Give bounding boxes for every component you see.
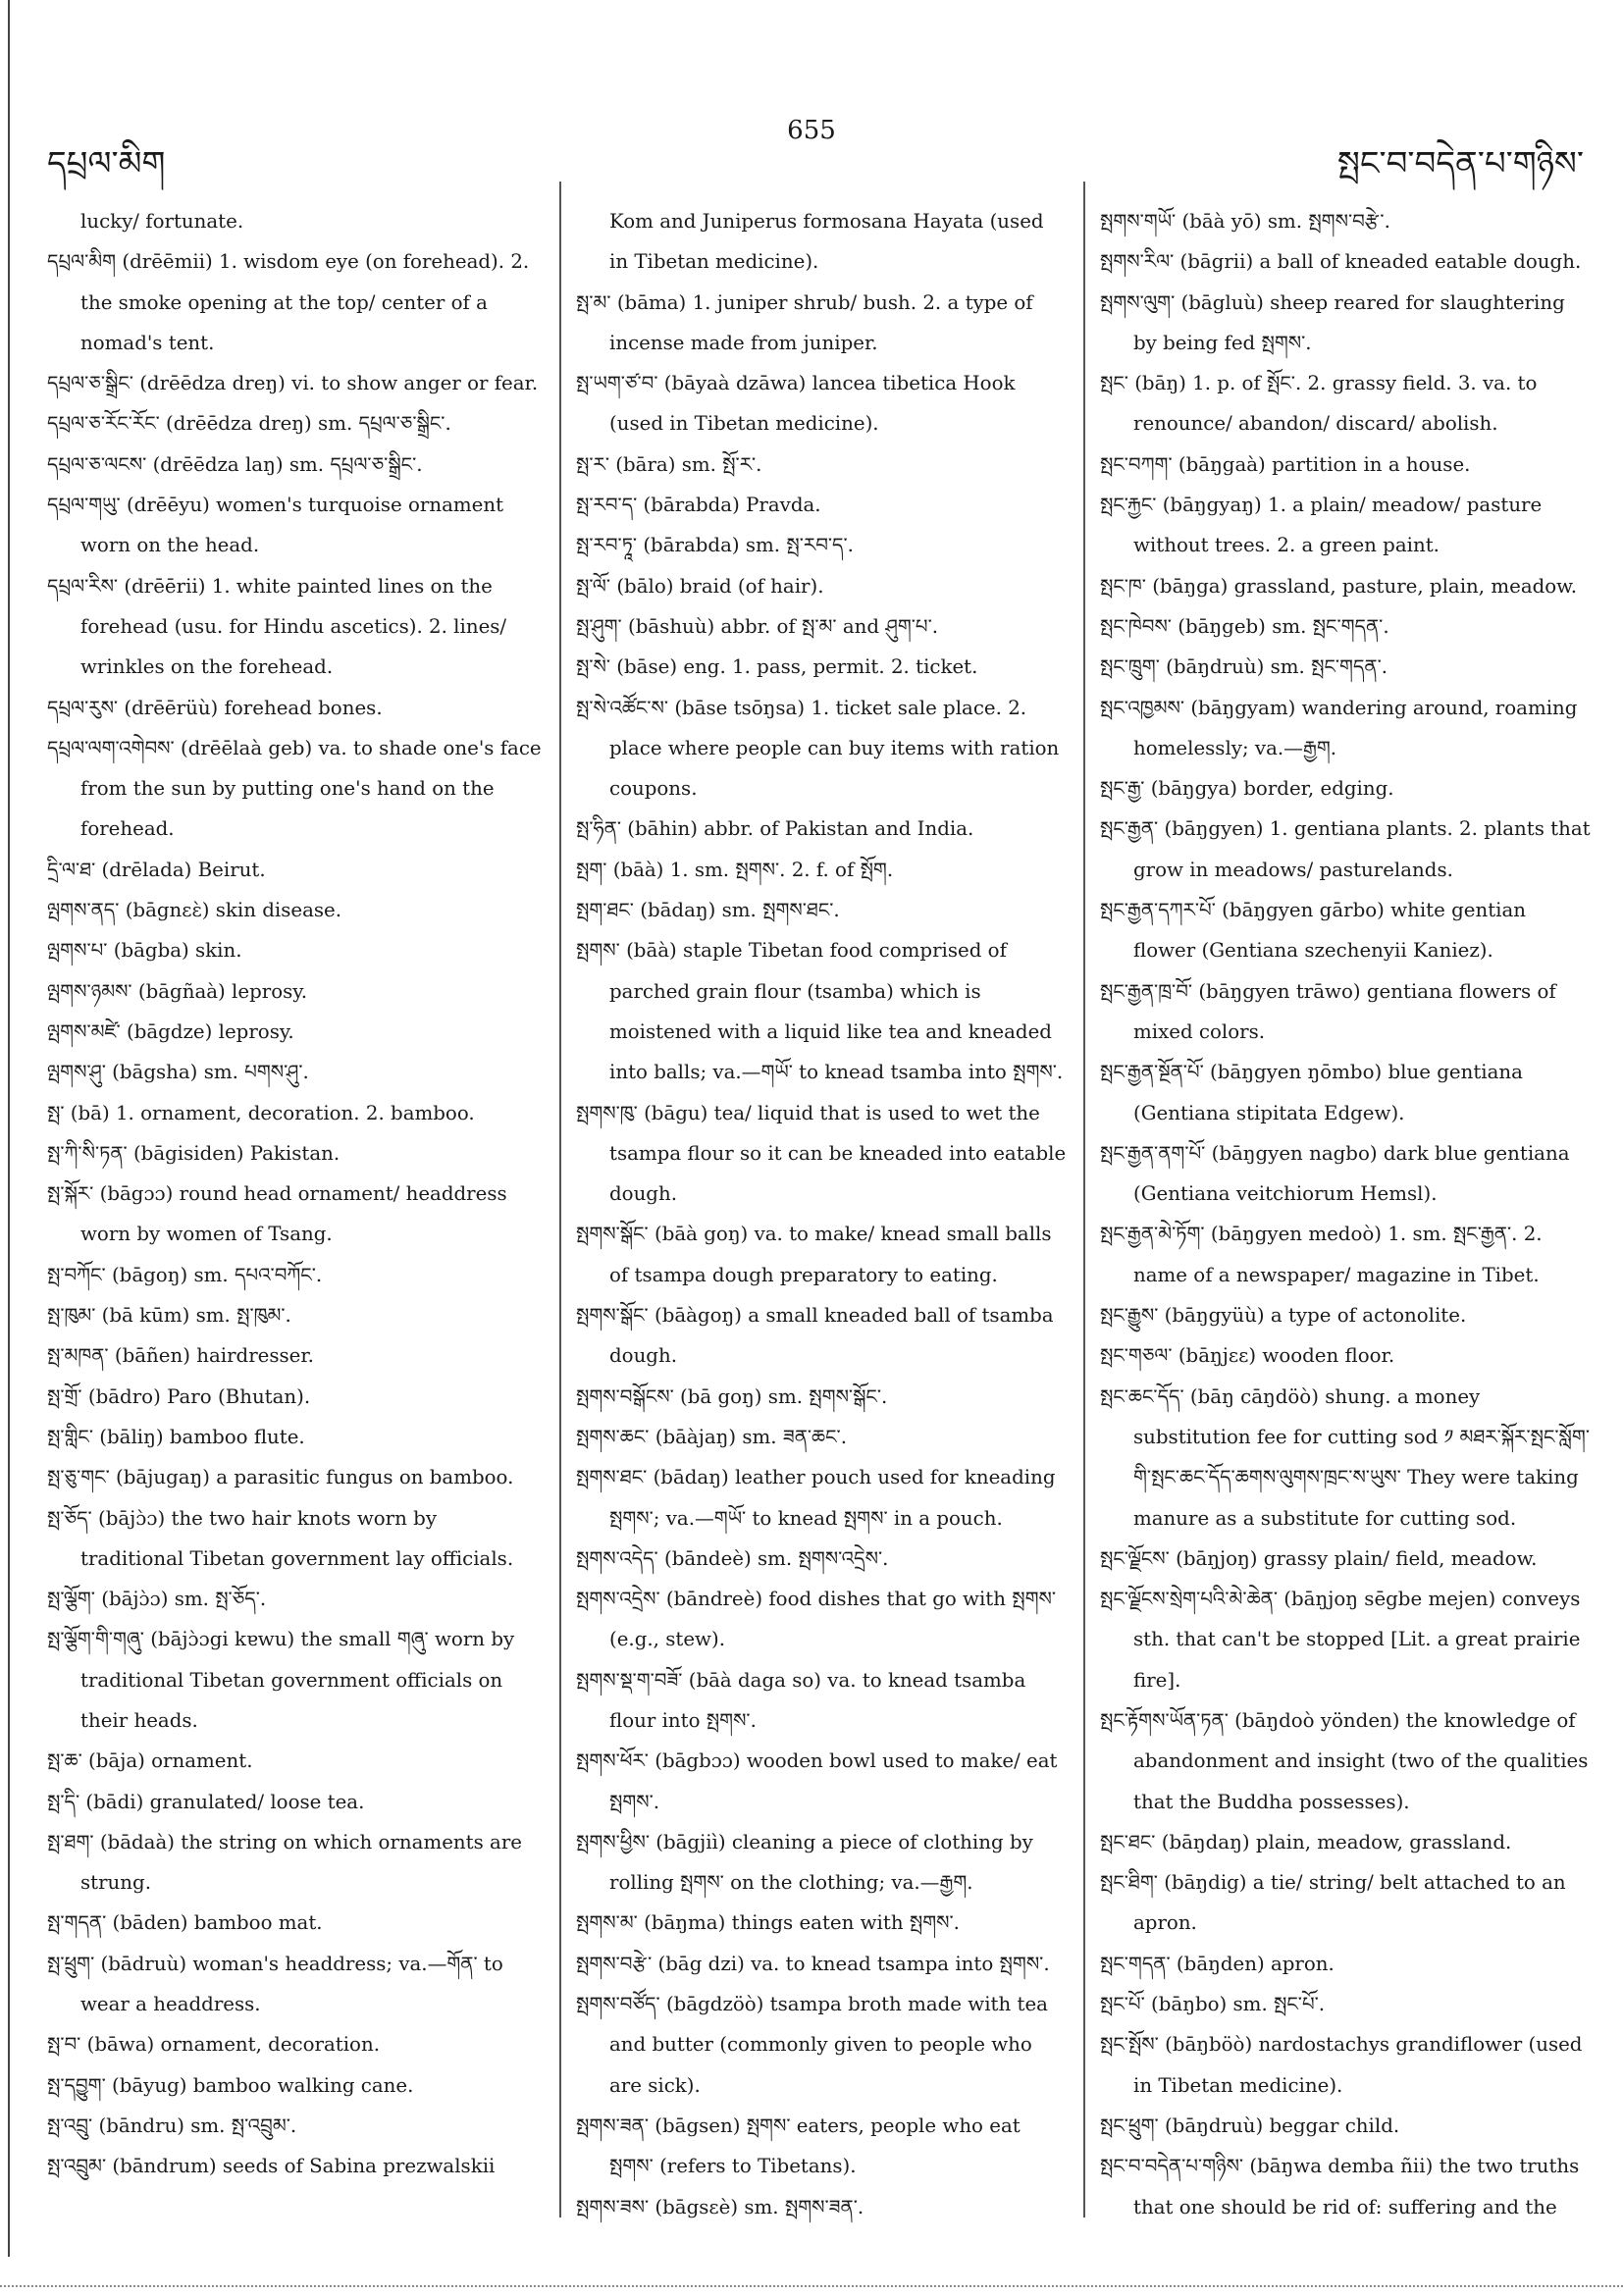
dictionary-entry: སྤ་ར་ (bāra) sm. སྤོ་ར་.: [576, 452, 762, 476]
dictionary-entry: དཔྲལ་ཅ་ལངས་ (drēēdza laŋ) sm. དཔྲལ་ཅ་སྒྲིང་.: [47, 452, 423, 476]
dictionary-entry: སྤ་གདན་ (bāden) bamboo mat.: [47, 1911, 323, 1935]
dictionary-entry: སྤ་ལྕོག་ (bājɔ̀ɔ) sm. སྤ་ཅོད་.: [47, 1588, 267, 1611]
dictionary-entry: སྤང་ལྗོངས་ (bāŋjoŋ) grassy plain/ field, meadow.: [1100, 1546, 1538, 1570]
dictionary-entry: སྤང་ཐང་ (bāŋdaŋ) plain, meadow, grassland.: [1100, 1830, 1512, 1853]
dictionary-entry: སྤ་མཁན་ (bāñen) hairdresser.: [47, 1344, 314, 1368]
dictionary-entry: སྤགས་སྡ་ག་བཟོ་ (bāà daga so) va. to knead tsamba flour into སྤགས་.: [576, 1668, 1026, 1732]
bottom-scan-edge: [0, 2285, 1623, 2287]
dictionary-entry: སྤག་ (bāà) 1. sm. སྤགས་. 2. f. of སྤོག.: [576, 858, 894, 881]
dictionary-entry: སྤ་མ་ (bāma) 1. juniper shrub/ bush. 2. a type of incense made from juniper.: [576, 290, 1033, 354]
dictionary-entry: སྤ་ཧིན་ (bāhin) abbr. of Pakistan and India.: [576, 817, 974, 841]
dictionary-entry: སྤང་ཕྲུག་ (bāŋdruù) beggar child.: [1100, 2113, 1400, 2137]
dictionary-entry: དྲི་ལ་ཐ་ (drēlada) Beirut.: [47, 858, 266, 881]
dictionary-entry: སྤང་རྒྱན་ནག་པོ་ (bāŋgyen nagbo) dark blue gentiana (Gentiana veitchiorum Hemsl).: [1100, 1141, 1570, 1206]
column-divider: [1083, 182, 1085, 2218]
dictionary-entry: སྤ་འབྲུམ་ (bāndrum) seeds of Sabina prezwalskii: [47, 2155, 496, 2178]
dictionary-entry: དཔྲལ་རིས་ (drēērii) 1. white painted lines on the forehead (usu. for Hindu ascetics). 2. lines/ wrinkles on the forehead.: [47, 574, 507, 679]
dictionary-entry: དཔྲལ་མིག (drēēmii) 1. wisdom eye (on forehead). 2. the smoke opening at the top/ center of a nomad's tent.: [47, 250, 530, 354]
dictionary-entry: སྤ་ཀི་སི་ཏན་ (bāgisiden) Pakistan.: [47, 1141, 340, 1165]
dictionary-entry: སྤང་རྒྱན་ (bāŋgyen) 1. gentiana plants. 2. plants that grow in meadows/ pasturelands.: [1100, 817, 1591, 881]
dictionary-entry: སྤང་གདན་ (bāŋden) apron.: [1100, 1952, 1335, 1975]
dictionary-entry: སྤ་ཕྲུག་ (bādruù) woman's headdress; va.—གོན་ to wear a headdress.: [47, 1952, 503, 2016]
dictionary-entry: སྤང་རྒྱ་ (bāŋgya) border, edging.: [1100, 777, 1394, 801]
dictionary-entry: སྤང་རྒྱན་ཁྲ་བོ་ (bāŋgyen trāwo) gentiana flowers of mixed colors.: [1100, 979, 1556, 1043]
dictionary-entry: སྤ་དི་ (bādi) granulated/ loose tea.: [47, 1790, 365, 1813]
dictionary-entry: སྤང་འཁྱམས་ (bāŋgyam) wandering around, roaming homelessly; va.—རྒྱག.: [1100, 696, 1578, 759]
dictionary-entry: སྤགས་སྒོང་ (bāà goŋ) va. to make/ knead small balls of tsampa dough preparatory to eating.: [576, 1223, 1052, 1286]
column-divider: [559, 182, 561, 2218]
dictionary-entry: སྤང་རྒྱུས་ (bāŋgyüù) a type of actonolite.: [1100, 1304, 1467, 1328]
dictionary-entry: སྤང་པོ་ (bāŋbo) sm. སྤང་པོ་.: [1100, 1993, 1326, 2016]
dictionary-entry: སྤ་སེ་འཚོང་ས་ (bāse tsōŋsa) 1. ticket sale place. 2. place where people can buy items with ration coupons.: [576, 696, 1060, 801]
dictionary-entry: སྤ་བ་ (bāwa) ornament, decoration.: [47, 2033, 380, 2057]
dictionary-entry: དཔྲལ་ཅ་རོང་རོང་ (drēēdza dreŋ) sm. དཔྲལ་ཅ་སྒྲིང་.: [47, 412, 451, 436]
dictionary-entry: སྤགས་སྒོང་ (bāàgoŋ) a small kneaded ball of tsamba dough.: [576, 1304, 1054, 1368]
dictionary-entry: སྤང་ (bāŋ) 1. p. of སྤོང་. 2. grassy field. 3. va. to renounce/ abandon/ discard/ abolish.: [1100, 372, 1538, 436]
dictionary-entry: སྤ་ཅོད་ (bājɔ̀ɔ) the two hair knots worn by traditional Tibetan government lay officials.: [47, 1506, 514, 1570]
dictionary-entry: ལྤགས་མཛེ་ (bāgdze) leprosy.: [47, 1019, 294, 1043]
dictionary-entry: སྤ་སྐོར་ (bāgɔɔ) round head ornament/ headdress worn by women of Tsang.: [47, 1182, 507, 1246]
right-running-head: སྤང་བ་བདེན་པ་གཉིས་: [1336, 144, 1584, 183]
dictionary-entry: སྤང་རྒྱན་སྔོན་པོ་ (bāŋgyen ŋōmbo) blue gentiana (Gentiana stipitata Edgew).: [1100, 1061, 1523, 1124]
dictionary-entry: སྤ་ (bā) 1. ornament, decoration. 2. bamboo.: [47, 1101, 475, 1124]
page-number: 655: [787, 116, 836, 145]
dictionary-entry: སྤགས་ཕྱིས་ (bāgjiì) cleaning a piece of clothing by rolling སྤགས་ on the clothing; va.—རྒྱག.: [576, 1830, 1033, 1895]
dictionary-entry: སྤགས་བཙོད་ (bāgdzöò) tsampa broth made with tea and butter (commonly given to people who are sick).: [576, 1993, 1048, 2097]
dictionary-entry: སྤ་བཀོང་ (bāgoŋ) sm. དཔའ་བཀོང་.: [47, 1263, 323, 1286]
dictionary-entry: དཔྲལ་ལག་འགེབས་ (drēēlaà geb) va. to shade one's face from the sun by putting one's hand on the forehead.: [47, 736, 542, 841]
dictionary-entry: སྤ་འབྲུ་ (bāndru) sm. སྤ་འབྲུམ་.: [47, 2113, 297, 2137]
dictionary-entry: སྤང་ཁེབས་ (bāŋgeb) sm. སྤང་གདན་.: [1100, 614, 1389, 638]
dictionary-entry: དཔྲལ་རུས་ (drēērüù) forehead bones.: [47, 696, 383, 719]
dictionary-entry: སྤ་ལོ་ (bālo) braid (of hair).: [576, 574, 824, 598]
dictionary-entry: སྤང་བ་བདེན་པ་གཉིས་ (bāŋwa demba ñii) the two truths that one should be rid of: suffering and the: [1100, 2155, 1580, 2218]
dictionary-entry: སྤ་ལྕོག་གི་གཞུ་ (bājɔ̀ɔgi kɐwu) the small གཞུ་ worn by traditional Tibetan government officials on their heads.: [47, 1628, 515, 1732]
dictionary-entry: སྤ་ཅུ་གང་ (bājugaŋ) a parasitic fungus on bamboo.: [47, 1466, 514, 1489]
dictionary-entry: སྤགས་གཡོ་ (bāà yō) sm. སྤགས་བརྩེ་.: [1100, 210, 1390, 233]
dictionary-entry: སྤགས་ཆང་ (bāàjaŋ) sm. ཟན་ཆང་.: [576, 1425, 847, 1448]
dictionary-entry: སྤགས་ཕོར་ (bāgbɔɔ) wooden bowl used to make/ eat སྤགས་.: [576, 1749, 1058, 1813]
column-right: [1100, 201, 1591, 2227]
dictionary-entry: སྤགས་འདེད་ (bāndeè) sm. སྤགས་འདྲེས་.: [576, 1546, 889, 1570]
dictionary-entry: སྤགས་བརྩེ་ (bāg dzi) va. to knead tsampa into སྤགས་.: [576, 1952, 1050, 1975]
dictionary-entry: སྤགས་འདྲེས་ (bāndreè) food dishes that go with སྤགས་ (e.g., stew).: [576, 1588, 1057, 1651]
dictionary-entry: སྤ་རབ་ད་ (bārabda) Pravda.: [576, 494, 821, 517]
dictionary-entry: ལྤགས་ཤུ་ (bāgsha) sm. པགས་ཤུ་.: [47, 1061, 309, 1084]
dictionary-entry: སྤ་ཤུག་ (bāshuù) abbr. of སྤ་མ་ and ཤུག་པ་.: [576, 614, 939, 638]
dictionary-entry: སྤགས་མ་ (bāŋma) things eaten with སྤགས་.: [576, 1911, 960, 1935]
dictionary-entry: སྤ་གྲོ་ (bādro) Paro (Bhutan).: [47, 1384, 311, 1408]
dictionary-entry: སྤང་ཁྲུག་ (bāŋdruù) sm. སྤང་གདན་.: [1100, 655, 1388, 679]
dictionary-entry: lucky/ fortunate.: [80, 210, 244, 233]
page-edge-rule: [8, 0, 10, 2257]
dictionary-entry: སྤ་ཁུམ་ (bā kūm) sm. སྤ་ཁུམ་.: [47, 1304, 291, 1328]
dictionary-entry: སྤང་རྟོགས་ཡོན་ཏན་ (bāŋdoò yönden) the knowledge of abandonment and insight (two of the qualities that the Buddha possesses).: [1100, 1708, 1589, 1813]
column-left: [47, 201, 543, 2187]
dictionary-entry: སྤགས་ཁུ་ (bāgu) tea/ liquid that is used to wet the tsampa flour so it can be kneaded into eatable dough.: [576, 1101, 1067, 1206]
dictionary-entry: དཔྲལ་གཡུ་ (drēēyu) women's turquoise ornament worn on the head.: [47, 494, 504, 557]
dictionary-entry: སྤང་རྒྱན་དཀར་པོ་ (bāŋgyen gārbo) white gentian flower (Gentiana szechenyii Kaniez).: [1100, 899, 1527, 963]
dictionary-entry: སྤགས་ཐང་ (bādaŋ) leather pouch used for kneading སྤགས་; va.—གཡོ་ to knead སྤགས་ in a pouch.: [576, 1466, 1056, 1530]
dictionary-entry: སྤགས་བསྒོངས་ (bā goŋ) sm. སྤགས་སྒོང་.: [576, 1384, 888, 1408]
column-middle: [576, 201, 1067, 2227]
dictionary-entry: སྤ་གླིང་ (bāliŋ) bamboo flute.: [47, 1425, 305, 1448]
dictionary-entry: སྤགས་ (bāà) staple Tibetan food comprised of parched grain flour (tsamba) which is moistened with a liquid like tea and kneaded into balls; va.—གཡོ་ to knead tsamba into སྤགས་.: [576, 939, 1064, 1084]
dictionary-entry: སྤང་ཆང་དོད་ (bāŋ cāŋdöò) shung. a money substitution fee for cutting sod ༡ མཐར་སྐོར་སྤང་སློག་གི་སྤང་ཆང་དོད་ཆགས་ལུགས་ཁྲང་ས་ཡུས་ They were taking manure as a substitute for cutting sod.: [1100, 1384, 1590, 1530]
dictionary-entry: སྤགས་ལུག་ (bāgluù) sheep reared for slaughtering by being fed སྤགས་.: [1100, 290, 1565, 354]
dictionary-entry: སྤང་ཁ་ (bāŋga) grassland, pasture, plain, meadow.: [1100, 574, 1578, 598]
left-running-head: དཔྲལ་མིག: [47, 144, 166, 183]
dictionary-entry: སྤ་ཡག་ཙ་བ་ (bāyaà dzāwa) lancea tibetica Hook (used in Tibetan medicine).: [576, 372, 1016, 436]
dictionary-entry: སྤང་བཀག་ (bāŋgaà) partition in a house.: [1100, 452, 1471, 476]
dictionary-entry: སྤག་ཐང་ (bādaŋ) sm. སྤགས་ཐང་.: [576, 899, 840, 922]
dictionary-entry: སྤང་ལྗོངས་སྲེག་པའི་མེ་ཆེན་ (bāŋjoŋ sēgbe mejen) conveys sth. that can't be stopped [Lit. a great prairie fire].: [1100, 1588, 1581, 1692]
dictionary-entry: སྤང་སྤོས་ (bāŋböò) nardostachys grandiflower (used in Tibetan medicine).: [1100, 2033, 1583, 2097]
dictionary-entry: སྤགས་ཟན་ (bāgsen) སྤགས་ eaters, people who eat སྤགས་ (refers to Tibetans).: [576, 2113, 1021, 2178]
dictionary-entry: སྤ་རབ་ཏཱ་ (bārabda) sm. སྤ་རབ་ད་.: [576, 534, 854, 557]
dictionary-entry: དཔྲལ་ཅ་སྒྲིང་ (drēēdza dreŋ) vi. to show anger or fear.: [47, 372, 539, 395]
dictionary-entry: ལྤགས་པ་ (bāgba) skin.: [47, 939, 242, 963]
dictionary-entry: སྤགས་ཟས་ (bāgsɛè) sm. སྤགས་ཟན་.: [576, 2195, 864, 2218]
dictionary-entry: སྤ་སེ་ (bāse) eng. 1. pass, permit. 2. ticket.: [576, 655, 978, 679]
dictionary-entry: Kom and Juniperus formosana Hayata (used in Tibetan medicine).: [609, 210, 1044, 274]
dictionary-entry: ལྤགས་ནད་ (bāgnɛɛ̀) skin disease.: [47, 899, 342, 922]
dictionary-entry: སྤང་ཐིག་ (bāŋdig) a tie/ string/ belt attached to an apron.: [1100, 1871, 1566, 1935]
dictionary-entry: སྤང་རྒྱན་མེ་ཏོག་ (bāŋgyen medoò) 1. sm. སྤང་རྒྱན་. 2. name of a newspaper/ magazine in Tibet.: [1100, 1223, 1543, 1286]
dictionary-entry: ལྤགས་ཉམས་ (bāgñaà) leprosy.: [47, 979, 308, 1003]
dictionary-entry: སྤང་རྐྱང་ (bāŋgyaŋ) 1. a plain/ meadow/ pasture without trees. 2. a green paint.: [1100, 494, 1543, 557]
dictionary-entry: སྤ་དབྱུག་ (bāyug) bamboo walking cane.: [47, 2073, 414, 2097]
dictionary-entry: སྤ་ཆ་ (bāja) ornament.: [47, 1749, 253, 1773]
dictionary-entry: སྤ་ཐག་ (bādaà) the string on which ornaments are strung.: [47, 1830, 522, 1895]
dictionary-entry: སྤང་གཅལ་ (bāŋjɛɛ) wooden floor.: [1100, 1344, 1395, 1368]
dictionary-entry: སྤགས་རིལ་ (bāgrii) a ball of kneaded eatable dough.: [1100, 250, 1582, 274]
